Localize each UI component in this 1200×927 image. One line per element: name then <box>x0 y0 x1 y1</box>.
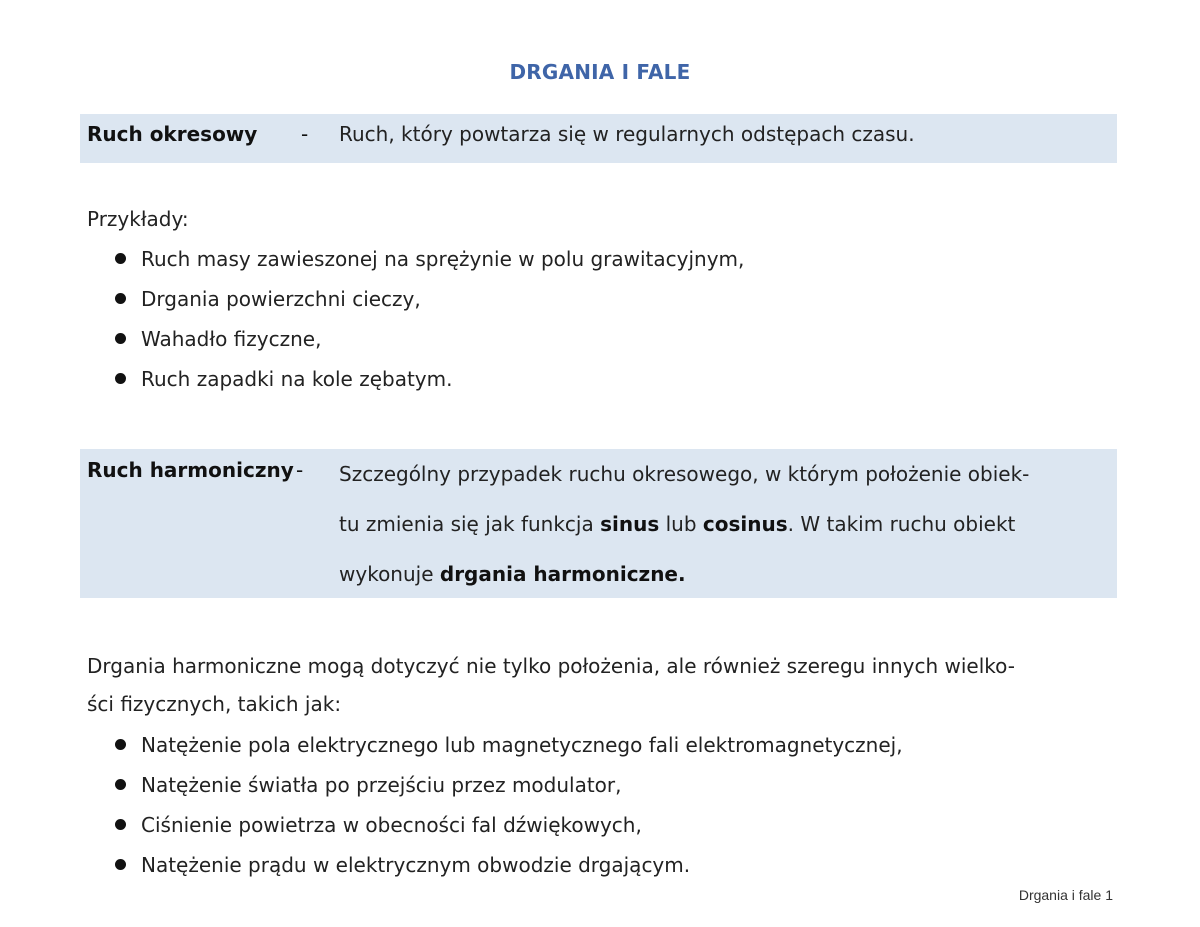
bullet-icon <box>115 293 126 304</box>
definition-term: Ruch harmoniczny <box>87 458 294 482</box>
bullet-icon <box>115 819 126 830</box>
definition-description <box>339 449 1109 599</box>
bold-term-sinus: sinus <box>600 512 660 536</box>
bullet-icon <box>115 253 126 264</box>
paragraph-line: ści fizycznych, takich jak: <box>87 692 342 716</box>
list-item-text: Ciśnienie powietrza w obecności fal dźwiękowych, <box>141 813 642 837</box>
page-title: DRGANIA I FALE <box>509 60 691 84</box>
text-span: wykonuje <box>339 562 440 586</box>
text-span: tu zmienia się jak funkcja <box>339 512 601 536</box>
bullet-icon <box>115 859 126 870</box>
text-span: lub <box>659 512 703 536</box>
list-item-text: Ruch zapadki na kole zębatym. <box>141 367 453 391</box>
list-item-text: Wahadło fizyczne, <box>141 327 322 351</box>
list-item-text: Natężenie pola elektrycznego lub magnetycznego fali elektromagnetycznej, <box>141 733 903 757</box>
bullet-icon <box>115 739 126 750</box>
list-item <box>87 725 903 765</box>
list-item-text: Ruch masy zawieszonej na sprężynie w polu grawitacyjnym, <box>141 247 745 271</box>
harmonic-quantities-list <box>87 725 903 885</box>
definition-dash: - <box>296 458 304 482</box>
definition-term: Ruch okresowy <box>87 122 258 146</box>
page-footer: Drgania i fale 1 <box>1018 887 1113 903</box>
bold-term-harmonic-oscillations: drgania harmoniczne. <box>439 562 686 586</box>
list-item-text: Drgania powierzchni cieczy, <box>141 287 421 311</box>
definition-harmonic-motion <box>80 449 1117 598</box>
list-item <box>87 279 744 319</box>
harmonic-intro <box>87 647 1015 723</box>
list-item-text: Natężenie światła po przejściu przez modulator, <box>141 773 622 797</box>
list-item <box>87 845 903 885</box>
list-item-text: Natężenie prądu w elektrycznym obwodzie drgającym. <box>141 853 691 877</box>
bullet-icon <box>115 333 126 344</box>
bold-term-cosinus: cosinus <box>702 512 788 536</box>
list-item <box>87 359 744 399</box>
definition-periodic-motion <box>80 114 1117 163</box>
text-span: . W takim ruchu obiekt <box>787 512 1016 536</box>
description-line <box>339 499 1109 549</box>
list-item <box>87 765 903 805</box>
description-line <box>339 549 1109 599</box>
examples-heading: Przykłady: <box>87 207 189 231</box>
examples-list <box>87 239 744 399</box>
list-item <box>87 239 744 279</box>
paragraph-line: Drgania harmoniczne mogą dotyczyć nie tylko położenia, ale również szeregu innych wielko- <box>87 654 1015 678</box>
bullet-icon <box>115 779 126 790</box>
list-item <box>87 319 744 359</box>
list-item <box>87 805 903 845</box>
definition-dash: - <box>301 122 309 146</box>
bullet-icon <box>115 373 126 384</box>
definition-description: Ruch, który powtarza się w regularnych odstępach czasu. <box>339 122 915 146</box>
description-line: Szczególny przypadek ruchu okresowego, w którym położenie obiek- <box>339 462 1030 486</box>
